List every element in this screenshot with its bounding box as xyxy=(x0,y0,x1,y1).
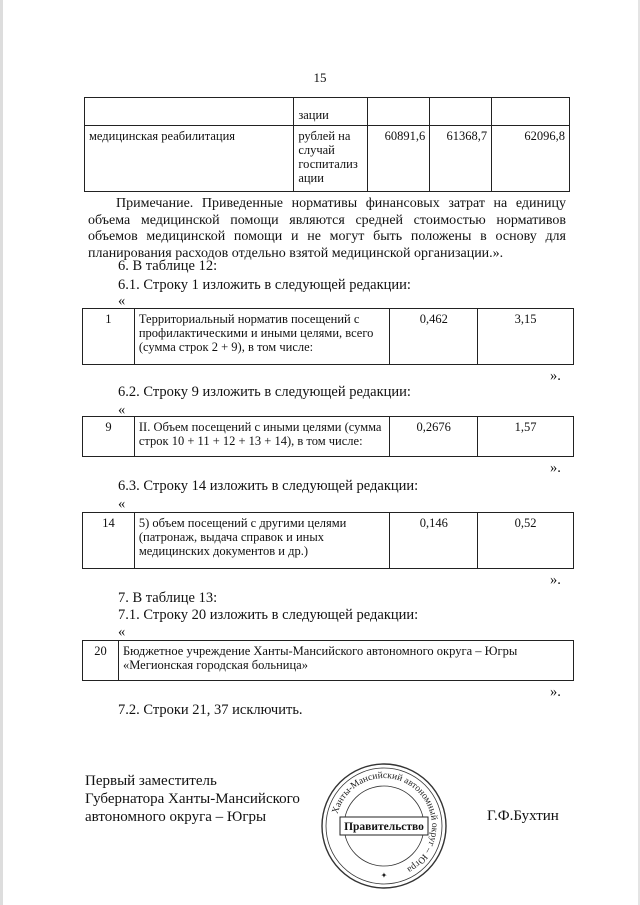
section-7-1-heading: 7.1. Строку 20 изложить в следующей редакции: xyxy=(118,607,419,623)
cell-number: 1 xyxy=(83,309,135,365)
table-13-row-20 xyxy=(82,640,574,681)
table-11-fragment xyxy=(84,97,570,192)
seal-ring-text: Ханты-Мансийский автономный округ – Югра xyxy=(330,770,440,875)
section-6-2-heading: 6.2. Строку 9 изложить в следующей редакции: xyxy=(118,384,411,400)
cell-value xyxy=(368,98,430,126)
page-number: 15 xyxy=(313,70,327,85)
cell-value: 1,57 xyxy=(478,417,574,457)
cell-value: 0,462 xyxy=(390,309,478,365)
close-quote: ». xyxy=(550,368,561,384)
close-quote: ». xyxy=(550,684,561,700)
cell-value xyxy=(430,98,492,126)
table-row xyxy=(85,126,570,192)
cell-value: 0,146 xyxy=(390,513,478,569)
section-6-heading: 6. В таблице 12: xyxy=(118,258,218,274)
scan-edge-left xyxy=(0,0,3,905)
open-quote: « xyxy=(118,293,126,309)
cell-text: II. Объем посещений с иными целями (сумма строк 10 + 11 + 12 + 13 + 14), в том числе: xyxy=(134,417,389,457)
close-quote: ». xyxy=(550,460,561,476)
seal-center-text: Правительство xyxy=(344,821,424,833)
table-row xyxy=(83,309,574,365)
cell-value xyxy=(492,98,570,126)
open-quote: « xyxy=(118,402,126,418)
cell-text: 5) объем посещений с другими целями (патронаж, выдача справок и иных медицинских документов и др.) xyxy=(134,513,389,569)
cell-value: 3,15 xyxy=(478,309,574,365)
cell-value: 61368,7 xyxy=(430,126,492,192)
open-quote: « xyxy=(118,624,126,640)
cell-value: 62096,8 xyxy=(492,126,570,192)
table-row xyxy=(83,417,574,457)
cell-text: Бюджетное учреждение Ханты-Мансийского автономного округа – Югры «Мегионская городская больница» xyxy=(118,641,573,681)
seal-star-icon: ✦ xyxy=(380,871,388,880)
cell-number: 9 xyxy=(83,417,135,457)
table-12-row-1 xyxy=(82,308,574,365)
section-6-3-heading: 6.3. Строку 14 изложить в следующей редакции: xyxy=(118,478,419,494)
cell-unit: зации xyxy=(294,98,368,126)
cell-value: 0,52 xyxy=(478,513,574,569)
open-quote: « xyxy=(118,496,126,512)
section-7-heading: 7. В таблице 13: xyxy=(118,590,218,606)
signature-title: Первый заместитель Губернатора Ханты-Мансийского автономного округа – Югры xyxy=(85,773,300,825)
cell-name: медицинская реабилитация xyxy=(85,126,294,192)
cell-name xyxy=(85,98,294,126)
cell-unit: рублей на случай госпитализ ации xyxy=(294,126,368,192)
official-seal xyxy=(318,760,450,892)
table-12-row-14 xyxy=(82,512,574,569)
cell-text: Территориальный норматив посещений с профилактическими и иными целями, всего (сумма строк 2 + 9), в том числе: xyxy=(134,309,390,365)
cell-number: 20 xyxy=(83,641,119,681)
table-row xyxy=(83,641,574,681)
section-7-2-heading: 7.2. Строки 21, 37 исключить. xyxy=(118,702,303,718)
cell-value: 60891,6 xyxy=(368,126,430,192)
cell-value: 0,2676 xyxy=(390,417,478,457)
note-paragraph: Примечание. Приведенные нормативы финансовых затрат на единицу объема медицинской помощи являются средней стоимостью нормативов объемов медицинской помощи и не могут быть положены в основу для планирования расходов отдельно взятой медицинской организации.». xyxy=(88,196,566,261)
close-quote: ». xyxy=(550,572,561,588)
table-row xyxy=(85,98,570,126)
table-12-row-9 xyxy=(82,416,574,457)
signatory-name: Г.Ф.Бухтин xyxy=(487,808,559,824)
section-6-1-heading: 6.1. Строку 1 изложить в следующей редакции: xyxy=(118,277,411,293)
table-row xyxy=(83,513,574,569)
cell-number: 14 xyxy=(83,513,135,569)
